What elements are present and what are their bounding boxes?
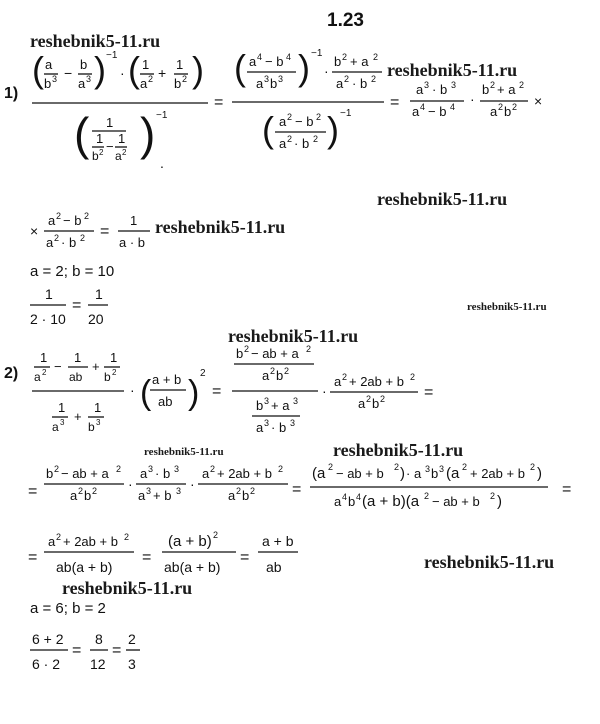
svg-text:2: 2 bbox=[328, 462, 334, 472]
svg-text:a: a bbox=[52, 420, 59, 434]
svg-text:1: 1 bbox=[176, 57, 184, 72]
svg-text:·: · bbox=[470, 91, 475, 107]
svg-text:+: + bbox=[158, 65, 167, 81]
svg-text:a: a bbox=[48, 213, 56, 228]
part2-substitution: a = 6; b = 2 bbox=[30, 600, 106, 617]
svg-text:2: 2 bbox=[287, 134, 293, 144]
svg-text:a + b: a + b bbox=[152, 372, 182, 387]
svg-text:(a + b): (a + b) bbox=[168, 533, 212, 550]
svg-text:+ 2ab + b: + 2ab + b bbox=[63, 534, 118, 549]
svg-text:− b: − b bbox=[428, 104, 447, 119]
svg-text:4: 4 bbox=[420, 102, 426, 112]
svg-text:+ a: + a bbox=[497, 82, 516, 97]
part2-line3 bbox=[28, 530, 298, 575]
svg-text:2: 2 bbox=[410, 372, 416, 382]
svg-text:b: b bbox=[92, 149, 99, 163]
part-1 bbox=[4, 47, 542, 327]
watermark: reshebnik5-11.ru bbox=[377, 189, 508, 209]
svg-text:2: 2 bbox=[512, 102, 518, 112]
svg-text:=: = bbox=[28, 483, 38, 500]
svg-text:3: 3 bbox=[278, 74, 284, 84]
watermark: reshebnik5-11.ru bbox=[62, 578, 193, 598]
part2-evaluation-text bbox=[0, 719, 43, 724]
svg-text:b: b bbox=[334, 54, 342, 69]
svg-text:2: 2 bbox=[148, 74, 154, 84]
svg-text:=: = bbox=[214, 94, 224, 111]
svg-text:ab(a + b): ab(a + b) bbox=[164, 559, 221, 575]
svg-text:(: ( bbox=[140, 374, 152, 412]
svg-text:− b: − b bbox=[295, 114, 314, 129]
part-label: 1) bbox=[4, 85, 19, 102]
svg-text:2: 2 bbox=[424, 491, 430, 501]
svg-text:(: ( bbox=[262, 109, 274, 150]
svg-text:a: a bbox=[490, 104, 498, 119]
svg-text:×: × bbox=[534, 93, 543, 109]
part2-lhs bbox=[32, 350, 221, 434]
part2-evaluation bbox=[30, 631, 140, 672]
problem-number: 1.23 bbox=[327, 10, 364, 31]
svg-text:b: b bbox=[256, 398, 264, 413]
svg-text:b: b bbox=[84, 488, 92, 503]
svg-text:(a: (a bbox=[312, 465, 326, 482]
svg-text:12: 12 bbox=[90, 656, 106, 672]
svg-text:b: b bbox=[348, 494, 356, 509]
svg-text:a: a bbox=[70, 488, 78, 503]
svg-text:20: 20 bbox=[88, 311, 104, 327]
part1-step2 bbox=[232, 47, 384, 151]
svg-text:): ) bbox=[94, 49, 106, 90]
svg-text:+: + bbox=[92, 359, 100, 374]
svg-text:a: a bbox=[138, 488, 146, 503]
svg-text:− b: − b bbox=[63, 213, 82, 228]
svg-text:a: a bbox=[115, 149, 122, 163]
svg-text:· a: · a bbox=[406, 466, 422, 481]
svg-text:2: 2 bbox=[128, 631, 136, 647]
svg-text:b: b bbox=[431, 466, 439, 481]
svg-text:− ab + b: − ab + b bbox=[336, 466, 384, 481]
svg-text:3: 3 bbox=[264, 74, 270, 84]
svg-text:2: 2 bbox=[342, 372, 348, 382]
svg-text:1: 1 bbox=[95, 286, 103, 302]
svg-text:2: 2 bbox=[380, 394, 386, 404]
svg-text:): ) bbox=[192, 49, 204, 90]
svg-text:a: a bbox=[34, 370, 41, 384]
svg-text:a: a bbox=[262, 368, 270, 383]
svg-text:=: = bbox=[212, 383, 222, 400]
svg-text:1: 1 bbox=[94, 400, 102, 415]
svg-text:·: · bbox=[130, 382, 135, 398]
svg-text:): ) bbox=[188, 374, 200, 412]
svg-text:1: 1 bbox=[58, 400, 66, 415]
svg-text:3: 3 bbox=[425, 464, 431, 474]
svg-text:2: 2 bbox=[313, 134, 319, 144]
svg-text:b: b bbox=[46, 466, 54, 481]
watermark: reshebnik5-11.ru bbox=[333, 440, 464, 460]
svg-text:ab: ab bbox=[266, 559, 282, 575]
svg-text:2: 2 bbox=[54, 464, 60, 474]
svg-text:2: 2 bbox=[287, 112, 293, 122]
part-label: 2) bbox=[4, 365, 19, 382]
svg-text:−1: −1 bbox=[340, 108, 352, 119]
svg-text:3: 3 bbox=[293, 396, 299, 406]
svg-text:· b: · b bbox=[155, 466, 171, 481]
svg-text:2: 2 bbox=[236, 486, 242, 496]
svg-text:2: 2 bbox=[284, 366, 290, 376]
svg-text:a · b: a · b bbox=[119, 235, 146, 250]
svg-text:=: = bbox=[424, 384, 434, 401]
svg-text:4: 4 bbox=[257, 52, 263, 62]
svg-text:a + b: a + b bbox=[262, 533, 294, 549]
svg-text:=: = bbox=[142, 549, 152, 566]
watermark: reshebnik5-11.ru bbox=[467, 301, 547, 313]
svg-text:b: b bbox=[236, 346, 244, 361]
svg-text:+ 2ab + b: + 2ab + b bbox=[349, 374, 404, 389]
svg-text:b: b bbox=[270, 76, 278, 91]
part2-step2 bbox=[232, 344, 433, 435]
svg-text:− ab + b: − ab + b bbox=[432, 494, 480, 509]
svg-text:2: 2 bbox=[250, 486, 256, 496]
svg-text:4: 4 bbox=[286, 52, 292, 62]
svg-text:3: 3 bbox=[96, 418, 101, 427]
svg-text:+ 2ab + b: + 2ab + b bbox=[217, 466, 272, 481]
part1-evaluation bbox=[30, 286, 108, 327]
svg-text:=: = bbox=[112, 642, 122, 659]
svg-text:3: 3 bbox=[424, 80, 430, 90]
svg-text:−: − bbox=[64, 65, 73, 81]
svg-text:a: a bbox=[256, 420, 264, 435]
svg-text:· b: · b bbox=[61, 235, 77, 250]
svg-text:− ab + a: − ab + a bbox=[61, 466, 109, 481]
watermark: reshebnik5-11.ru bbox=[30, 31, 161, 51]
svg-text:1: 1 bbox=[96, 131, 104, 146]
svg-text:2: 2 bbox=[80, 233, 86, 243]
svg-text:a: a bbox=[45, 57, 53, 72]
svg-text:): ) bbox=[497, 493, 502, 510]
svg-text:2: 2 bbox=[42, 368, 47, 377]
svg-text:(: ( bbox=[128, 49, 140, 90]
svg-text:−: − bbox=[54, 359, 62, 374]
part1-lhs-fraction bbox=[32, 49, 208, 171]
svg-text:): ) bbox=[400, 465, 405, 482]
svg-text:a: a bbox=[46, 235, 54, 250]
svg-text:2: 2 bbox=[92, 486, 98, 496]
svg-text:−1: −1 bbox=[156, 110, 168, 121]
svg-text:2: 2 bbox=[519, 80, 525, 90]
svg-text:1: 1 bbox=[74, 350, 82, 365]
watermark: reshebnik5-11.ru bbox=[387, 60, 518, 80]
svg-text:2: 2 bbox=[371, 74, 377, 84]
svg-text:· b: · b bbox=[432, 82, 448, 97]
svg-text:4: 4 bbox=[450, 102, 456, 112]
svg-text:b: b bbox=[80, 57, 88, 72]
svg-text:a: a bbox=[140, 76, 148, 91]
svg-text:· b: · b bbox=[352, 76, 368, 91]
svg-text:): ) bbox=[298, 47, 310, 88]
svg-text:· b: · b bbox=[271, 420, 287, 435]
svg-text:2: 2 bbox=[316, 112, 322, 122]
svg-text:− b: − b bbox=[265, 54, 284, 69]
svg-text:2: 2 bbox=[124, 532, 130, 542]
svg-text:=: = bbox=[28, 549, 38, 566]
svg-text:·: · bbox=[128, 476, 133, 492]
svg-text:2: 2 bbox=[54, 233, 60, 243]
svg-text:a: a bbox=[256, 76, 264, 91]
svg-text:2: 2 bbox=[84, 211, 90, 221]
svg-text:a: a bbox=[358, 396, 366, 411]
svg-text:b: b bbox=[372, 396, 380, 411]
svg-text:(: ( bbox=[32, 49, 44, 90]
svg-text:.: . bbox=[160, 155, 164, 171]
svg-text:2: 2 bbox=[78, 486, 84, 496]
svg-text:=: = bbox=[292, 481, 302, 498]
svg-text:b: b bbox=[276, 368, 284, 383]
watermark: reshebnik5-11.ru bbox=[228, 326, 359, 346]
svg-text:2: 2 bbox=[56, 211, 62, 221]
svg-text:8: 8 bbox=[95, 631, 103, 647]
svg-text:a: a bbox=[334, 374, 342, 389]
svg-text:2: 2 bbox=[373, 52, 379, 62]
svg-text:): ) bbox=[537, 465, 542, 482]
svg-text:· b: · b bbox=[294, 136, 310, 151]
svg-text:1: 1 bbox=[118, 131, 126, 146]
part2-line2 bbox=[28, 462, 571, 510]
svg-text:(: ( bbox=[234, 47, 246, 88]
svg-text:3: 3 bbox=[60, 418, 65, 427]
svg-text:3: 3 bbox=[148, 464, 154, 474]
svg-text:3: 3 bbox=[128, 656, 136, 672]
svg-text:2: 2 bbox=[182, 74, 188, 84]
svg-text:3: 3 bbox=[264, 396, 270, 406]
svg-text:a: a bbox=[140, 466, 148, 481]
svg-text:−1: −1 bbox=[311, 48, 323, 59]
svg-text:6 · 2: 6 · 2 bbox=[32, 656, 61, 672]
svg-text:3: 3 bbox=[264, 418, 270, 428]
svg-text:a: a bbox=[228, 488, 236, 503]
svg-text:3: 3 bbox=[86, 74, 92, 84]
svg-text:b: b bbox=[504, 104, 512, 119]
svg-text:−: − bbox=[106, 139, 114, 154]
svg-text:1: 1 bbox=[110, 350, 118, 365]
svg-text:2: 2 bbox=[99, 148, 104, 157]
svg-text:(a: (a bbox=[446, 465, 460, 482]
watermark: reshebnik5-11.ru bbox=[144, 446, 224, 458]
svg-text:6 + 2: 6 + 2 bbox=[32, 631, 64, 647]
svg-text:a: a bbox=[279, 114, 287, 129]
svg-text:b: b bbox=[44, 76, 52, 91]
svg-text:1: 1 bbox=[142, 57, 150, 72]
svg-text:·: · bbox=[190, 476, 195, 492]
svg-text:a: a bbox=[412, 104, 420, 119]
svg-text:+ a: + a bbox=[350, 54, 369, 69]
svg-text:2: 2 bbox=[210, 464, 216, 474]
svg-text:×: × bbox=[30, 223, 39, 239]
svg-text:−1: −1 bbox=[106, 50, 118, 61]
svg-text:2: 2 bbox=[56, 532, 62, 542]
svg-text:2: 2 bbox=[244, 344, 250, 354]
svg-text:3: 3 bbox=[439, 464, 445, 474]
svg-text:b: b bbox=[482, 82, 490, 97]
svg-text:ab: ab bbox=[158, 394, 173, 409]
svg-text:ab: ab bbox=[69, 370, 83, 384]
svg-text:1: 1 bbox=[40, 350, 48, 365]
svg-text:1: 1 bbox=[130, 213, 138, 228]
svg-text:3: 3 bbox=[290, 418, 296, 428]
svg-text:2: 2 bbox=[112, 368, 117, 377]
svg-text:b: b bbox=[88, 420, 95, 434]
watermark: reshebnik5-11.ru bbox=[155, 217, 286, 237]
svg-text:a: a bbox=[279, 136, 287, 151]
svg-text:2: 2 bbox=[278, 464, 284, 474]
svg-text:=: = bbox=[390, 94, 400, 111]
svg-text:2: 2 bbox=[306, 344, 312, 354]
svg-text:·: · bbox=[120, 65, 125, 81]
svg-text:a: a bbox=[416, 82, 424, 97]
svg-text:2: 2 bbox=[342, 52, 348, 62]
svg-text:b: b bbox=[242, 488, 250, 503]
svg-text:2: 2 bbox=[462, 462, 468, 472]
svg-text:− ab + a: − ab + a bbox=[251, 346, 299, 361]
svg-text:=: = bbox=[562, 481, 572, 498]
svg-text:(a + b)(a: (a + b)(a bbox=[362, 493, 420, 510]
part1-substitution: a = 2; b = 10 bbox=[30, 263, 115, 280]
svg-text:·: · bbox=[324, 63, 329, 79]
svg-text:(: ( bbox=[74, 108, 90, 160]
svg-text:3: 3 bbox=[451, 80, 457, 90]
svg-text:=: = bbox=[100, 223, 110, 240]
svg-text:2: 2 bbox=[200, 368, 206, 379]
svg-text:·: · bbox=[322, 383, 327, 399]
svg-text:2: 2 bbox=[394, 462, 400, 472]
svg-text:2: 2 bbox=[490, 491, 496, 501]
svg-text:2: 2 bbox=[122, 148, 127, 157]
svg-text:2: 2 bbox=[116, 464, 122, 474]
svg-text:a: a bbox=[78, 76, 86, 91]
svg-text:3: 3 bbox=[174, 464, 180, 474]
svg-text:a: a bbox=[334, 494, 342, 509]
svg-text:a: a bbox=[336, 76, 344, 91]
svg-text:ab(a + b): ab(a + b) bbox=[56, 559, 113, 575]
svg-text:a: a bbox=[202, 466, 210, 481]
part1-step3 bbox=[410, 80, 542, 119]
svg-text:): ) bbox=[140, 108, 156, 160]
svg-text:4: 4 bbox=[356, 492, 362, 502]
svg-text:b: b bbox=[104, 370, 111, 384]
svg-text:2: 2 bbox=[213, 530, 219, 540]
svg-text:b: b bbox=[174, 76, 182, 91]
svg-text:2: 2 bbox=[270, 366, 276, 376]
svg-text:+ 2ab + b: + 2ab + b bbox=[470, 466, 525, 481]
svg-text:): ) bbox=[327, 109, 339, 150]
svg-text:=: = bbox=[240, 549, 250, 566]
svg-text:3: 3 bbox=[146, 486, 152, 496]
svg-text:1: 1 bbox=[106, 115, 114, 130]
svg-text:2: 2 bbox=[530, 462, 536, 472]
svg-text:2 · 10: 2 · 10 bbox=[30, 311, 66, 327]
svg-text:+ b: + b bbox=[153, 488, 172, 503]
svg-text:4: 4 bbox=[342, 492, 348, 502]
svg-text:+: + bbox=[74, 409, 82, 424]
svg-text:2: 2 bbox=[498, 102, 504, 112]
svg-text:3: 3 bbox=[176, 486, 182, 496]
svg-text:=: = bbox=[72, 297, 82, 314]
svg-text:+ a: + a bbox=[271, 398, 290, 413]
svg-text:1: 1 bbox=[45, 286, 53, 302]
part1-line2 bbox=[30, 211, 150, 250]
svg-text:3: 3 bbox=[52, 74, 58, 84]
part-2 bbox=[4, 344, 571, 672]
svg-text:=: = bbox=[72, 642, 82, 659]
svg-text:2: 2 bbox=[366, 394, 372, 404]
svg-text:a: a bbox=[48, 534, 56, 549]
watermark: reshebnik5-11.ru bbox=[424, 552, 555, 572]
svg-text:2: 2 bbox=[344, 74, 350, 84]
svg-text:2: 2 bbox=[490, 80, 496, 90]
svg-text:a: a bbox=[249, 54, 257, 69]
